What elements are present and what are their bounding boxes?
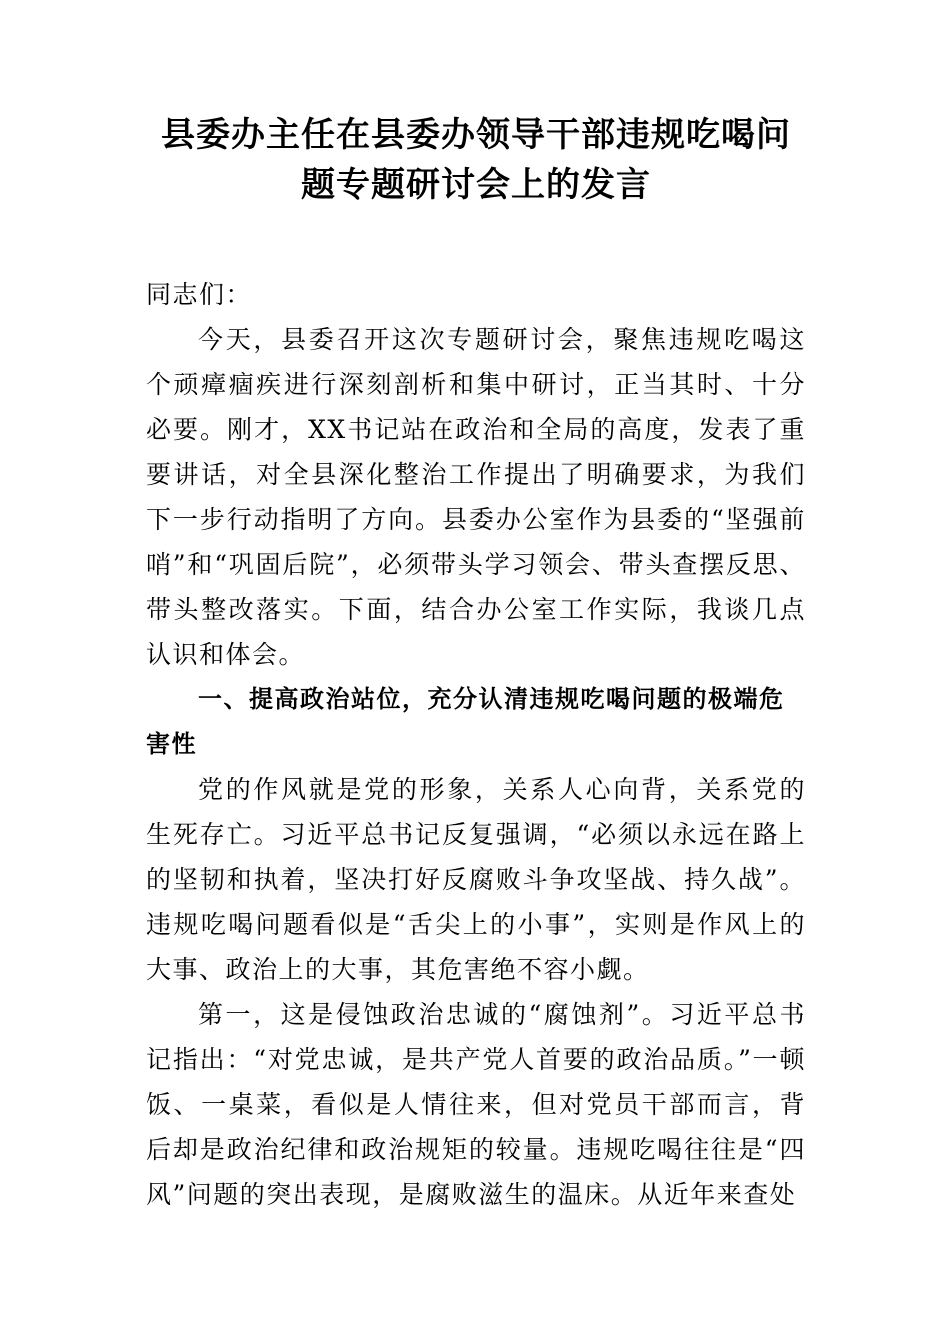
document-title-line-2: 题专题研讨会上的发言 (301, 165, 651, 205)
section-heading-1: 一、提高政治站位，充分认清违规吃喝问题的极端危害性 (146, 685, 785, 758)
section1-paragraph-1: 党的作风就是党的形象，关系人心向背，关系党的生死存亡。习近平总书记反复强调，“必须以永远在路上的坚韧和执着，坚决打好反腐败斗争攻坚战、持久战”。违规吃喝问题看似是“舌尖上的小事”，实则是作风上的大事、政治上的大事，其危害绝不容小觑。 (146, 775, 806, 984)
salutation: 同志们： (146, 280, 253, 309)
document-page (146, 110, 806, 1217)
intro-paragraph: 今天，县委召开这次专题研讨会，聚焦违规吃喝这个顽瘴痼疾进行深刻剖析和集中研讨，正当其时、十分必要。刚才，XX书记站在政治和全局的高度，发表了重要讲话，对全县深化整治工作提出了明确要求，为我们下一步行动指明了方向。县委办公室作为县委的“坚强前哨”和“巩固后院”，必须带头学习领会、带头查摆反思、带头整改落实。下面，结合办公室工作实际，我谈几点认识和体会。 (146, 325, 806, 669)
document-title-line-1: 县委办主任在县委办领导干部违规吃喝问 (161, 115, 791, 155)
document-title (126, 110, 826, 210)
section1-paragraph-2: 第一，这是侵蚀政治忠诚的“腐蚀剂”。习近平总书记指出：“对党忠诚，是共产党人首要的政治品质。”一顿饭、一桌菜，看似是人情往来，但对党员干部而言，背后却是政治纪律和政治规矩的较量。违规吃喝往往是“四风”问题的突出表现，是腐败滋生的温床。从近年来查处 (146, 1000, 806, 1209)
